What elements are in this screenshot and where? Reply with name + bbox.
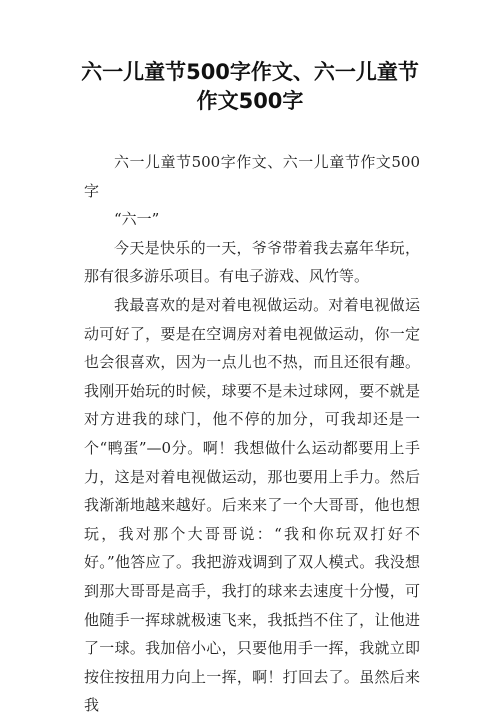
document-subtitle: 六一儿童节500字作文、六一儿童节作文500字 [84,153,420,200]
document-body [84,148,420,720]
paragraph-2: 我最喜欢的是对着电视做运动。对着电视做运动可好了，要是在空调房对着电视做运动，你一定也会很喜欢，因为一点儿也不热，而且还很有趣。我刚开始玩的时候，球要不是未过球网，要不就是对方进我的球门，他不停的加分，可我却还是一个“鸭蛋”—0分。啊！我想做什么运动都要用上手力，这是对着电视做运动，那也要用上手力。然后我渐渐地越来越好。后来来了一个大哥哥，他也想玩，我对那个大哥哥说：“我和你玩双打好不好。”他答应了。我把游戏调到了双人模式。我没想到那大哥哥是高手，我打的球来去速度十分慢，可他随手一挥球就极速飞来，我抵挡不住了，让他进了一球。我加倍小心，只要他用手一挥，我就立即按住按扭用力向上一挥，啊！打回去了。虽然后来我 [84,295,420,715]
title-line-2: 作文500字 [196,89,304,113]
paragraph-1: 今天是快乐的一天，爷爷带着我去嘉年华玩，那有很多游乐项目。有电子游戏、风竹等。 [84,238,420,286]
quoted-heading: “六一” [114,210,160,229]
document-title [40,58,460,116]
title-line-1: 六一儿童节500字作文、六一儿童节 [81,60,419,84]
